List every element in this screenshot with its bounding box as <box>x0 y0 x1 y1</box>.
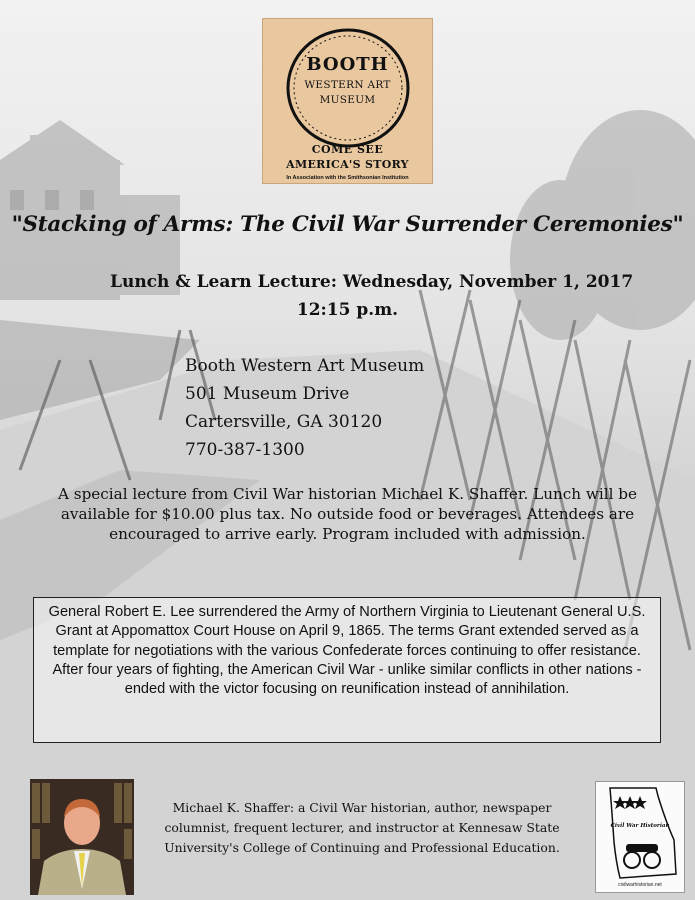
venue-street: 501 Museum Drive <box>185 384 350 404</box>
venue-name: Booth Western Art Museum <box>185 356 425 376</box>
history-box <box>33 597 661 743</box>
speaker-photo <box>30 779 134 895</box>
logo-tagline-line2: AMERICA'S STORY <box>286 158 409 171</box>
logo-name-line1: BOOTH <box>306 54 389 75</box>
logo-tagline-line1: COME SEE <box>311 143 384 156</box>
cannon-icon <box>624 844 660 868</box>
event-description: A special lecture from Civil War historian Michael K. Shaffer. Lunch will be available for $10.00 plus tax. No outside food or beverages. Attendees are encouraged to arrive early. Program included with admission. <box>57 485 638 543</box>
speaker-portrait-icon <box>30 779 134 895</box>
venue-phone: 770-387-1300 <box>185 440 305 460</box>
badge-label: Civil War Historian <box>610 823 670 829</box>
venue-city: Cartersville, GA 30120 <box>185 412 383 432</box>
lecture-time: 12:15 p.m. <box>296 300 399 320</box>
event-title: "Stacking of Arms: The Civil War Surrender Ceremonies" <box>11 212 684 237</box>
georgia-map-icon <box>596 782 686 894</box>
museum-logo <box>262 18 433 184</box>
speaker-bio: Michael K. Shaffer: a Civil War historian, author, newspaper columnist, frequent lecturer, and instructor at Kennesaw State University's College of Continuing and Professional Education. <box>164 800 560 855</box>
badge-url: civilwarhistorian.net <box>618 882 662 888</box>
history-text: General Robert E. Lee surrendered the Army of Northern Virginia to Lieutenant General U.S. Grant at Appomattox Court House on April 9, 1865. The terms Grant extended served as a template for negotiations with the various Confederate forces continuing to offer resistance. After four years of fighting, the American Civil War - unlike similar conflicts in other nations - ended with the victor focusing on reunification instead of annihilation. <box>48 604 646 698</box>
logo-association: In Association with the Smithsonian Institution <box>286 175 409 181</box>
logo-name-line3: MUSEUM <box>319 94 376 106</box>
logo-name-line2: WESTERN ART <box>304 79 391 91</box>
lecture-date: Lunch & Learn Lecture: Wednesday, November 1, 2017 <box>110 272 634 292</box>
civil-war-historian-badge <box>595 781 685 893</box>
